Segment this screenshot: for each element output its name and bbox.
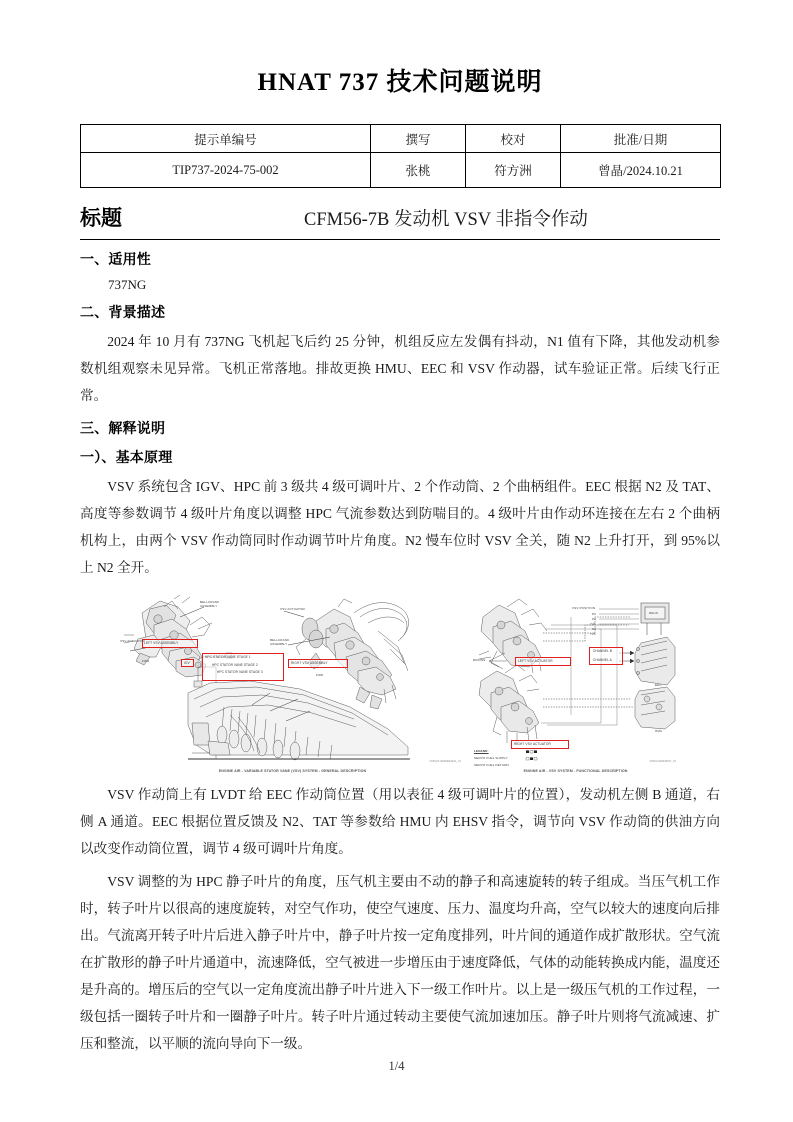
annotation-bellcrank-assembly-left: BELLCRANK — [200, 600, 220, 604]
cell-author: 张桃 — [371, 153, 466, 188]
subject-label: 标题 — [80, 207, 122, 230]
vsv-functional-description-drawing — [471, 595, 680, 775]
subsection-heading-principle: 一）、基本原理 — [80, 449, 173, 465]
annotation-t4t: T4T — [590, 622, 596, 626]
cell-reviewer: 符方洲 — [466, 153, 561, 188]
label-hpc-stator-vane-stage-2: HPC STATOR VANE STAGE 2 — [212, 663, 258, 667]
principle-paragraph-1: VSV 系统包含 IGV、HPC 前 3 级共 4 级可调叶片、2 个作动筒、2 个曲柄组件。EEC 根据 N2 及 TAT、高度等参数调节 4 级叶片角度以调整 HPC 气流参数达到防喘目的。4 级叶片由作动环连接在左右 2 个曲柄机构上，由两个 VSV 作动筒同时作动调节叶片角度。N2 慢车位时 VSV 全关，随 N2 上升打开，到 95%以上 N2 全开。 — [80, 479, 720, 575]
label-hpc-stator-vane-stage-1: HPC STATOR VANE STAGE 1 — [205, 655, 251, 659]
cell-tip-number: TIP737-2024-75-002 — [81, 153, 371, 188]
cell-approver-date: 曾晶/2024.10.21 — [561, 153, 721, 188]
applicability-value: 737NG — [108, 277, 147, 292]
annotation-n2: N2 — [592, 627, 597, 631]
label-right-vsv-assembly: RIGHT VSV ASSEMBLY — [291, 661, 328, 666]
section-heading-background: 二、背景描述 — [80, 304, 166, 320]
figure-right-panel — [471, 595, 680, 775]
annotation-bellcrank-assembly-right: BELLCRANK — [270, 638, 290, 642]
info-table — [80, 124, 721, 188]
table-header-row — [81, 125, 721, 153]
annotation-p2: P2 — [592, 617, 596, 621]
label-hpc-stator-vane-stage-3: HPC STATOR VANE STAGE 3 — [217, 670, 263, 674]
figure-right-code: V0SV2-000043157_V1 — [649, 760, 676, 763]
annotation-t25: T25 — [590, 632, 596, 636]
page-title: HNAT 737 技术问题说明 — [257, 69, 543, 96]
annotation-bellcrank-assembly-left-2: ASSEMBLY — [200, 604, 218, 608]
label-igv: IGV — [184, 660, 190, 665]
column-header-tip-number: 提示单编号 — [81, 125, 371, 153]
annotation-eec: EEC — [655, 683, 662, 687]
column-header-author: 撰写 — [371, 125, 466, 153]
label-channel-b: CHANNEL B — [593, 649, 613, 653]
annotation-fwd-right: FWD — [316, 673, 324, 677]
figure-left-code: V0SV2X-000000242V1_V1 — [429, 760, 461, 763]
annotation-servo-fuel-supply: SERVO FUEL SUPPLY — [474, 756, 508, 760]
subject-row — [80, 202, 720, 240]
figure-left-caption: ENGINE AIR - VARIABLE STATOR VANE (VSV) SYSTEM - GENERAL DESCRIPTION — [218, 769, 367, 773]
table-row — [81, 153, 721, 188]
figure-right-caption: ENGINE AIR - VSV SYSTEM - FUNCTIONAL DESCRIPTION — [523, 769, 628, 773]
label-channel-a: CHANNEL A — [593, 658, 612, 662]
subject-value: CFM56-7B 发动机 VSV 非指令作动 — [304, 210, 588, 230]
vsv-general-description-drawing — [120, 595, 465, 775]
annotation-hmu: HMU — [655, 729, 663, 733]
annotation-vsv-actuator-left: VSV ACTUATOR — [120, 639, 145, 643]
annotation-servo-fuel-return: SERVO FUEL RETURN — [474, 763, 509, 767]
column-header-approver-date: 批准/日期 — [561, 125, 721, 153]
figure-block — [80, 595, 720, 775]
figure-left-panel — [120, 595, 465, 775]
background-paragraph: 2024 年 10 月有 737NG 飞机起飞后约 25 分钟，机组反应左发偶有抖动，N1 值有下降，其他发动机参数机组观察未见异常。飞机正常落地。排故更换 HMU、EEC 和 VSV 作动器，试车验证正常。后续飞行正常。 — [80, 334, 720, 403]
section-heading-explanation: 三、解释说明 — [80, 420, 166, 436]
annotation-p0: P0 — [592, 612, 596, 616]
label-left-vsv-assembly: LEFT VSV ASSEMBLY — [144, 641, 179, 646]
vsv-system-figure — [120, 595, 680, 775]
annotation-vsv-actuator-right: VSV ACTUATOR — [280, 607, 305, 611]
annotation-drains: DRAINS — [473, 658, 486, 662]
annotation-fwd-left: FWD — [142, 659, 150, 663]
label-right-vsv-actuator: RIGHT VSV ACTUATOR — [514, 742, 551, 747]
page-number: 1/4 — [388, 1059, 405, 1073]
column-header-reviewer: 校对 — [466, 125, 561, 153]
section-heading-applicability: 一、适用性 — [80, 251, 151, 267]
principle-paragraph-3: VSV 调整的为 HPC 静子叶片的角度，压气机主要由不动的静子和高速旋转的转子组成。当压气机工作时，转子叶片以很高的速度旋转，对空气作功，使空气速度、压力、温度均升高，空气以较大的速度向后排出。气流离开转子叶片后进入静子叶片中，静子叶片按一定角度排列，叶片间的通道作成扩散形状。空气流在扩散形的静子叶片通道中，流速降低，空气被进一步增压由于速度降低，气体的动能转换成内能，温度还是升高的。增压后的空气以一定角度流出静子叶片进入下一级工作叶片。以上是一级压气机的工作过程，一级包括一圈转子叶片和一圈静子叶片。转子叶片通过转动主要使气流加速加压。静子叶片则将气流减速、扩压和整流，以平顺的流向导向下一级。 — [80, 874, 720, 1051]
annotation-vsv-position: VSV POSITION — [572, 606, 596, 610]
page-content — [80, 0, 720, 1057]
annotation-deus: DEUS — [649, 611, 658, 615]
label-left-vsv-actuator: LEFT VSV ACTUATOR — [518, 659, 553, 664]
annotation-legend: LEGEND: — [474, 749, 489, 753]
annotation-bellcrank-assembly-right-2: ASSEMBLY — [270, 642, 288, 646]
principle-paragraph-2: VSV 作动筒上有 LVDT 给 EEC 作动筒位置（用以表征 4 级可调叶片的位置），发动机左侧 B 通道，右侧 A 通道。EEC 根据位置反馈及 N2、TAT 等参数给 HMU 内 EHSV 指令，调节向 VSV 作动筒的供油方向以改变作动筒位置，调节 4 级可调叶片角度。 — [80, 787, 720, 856]
